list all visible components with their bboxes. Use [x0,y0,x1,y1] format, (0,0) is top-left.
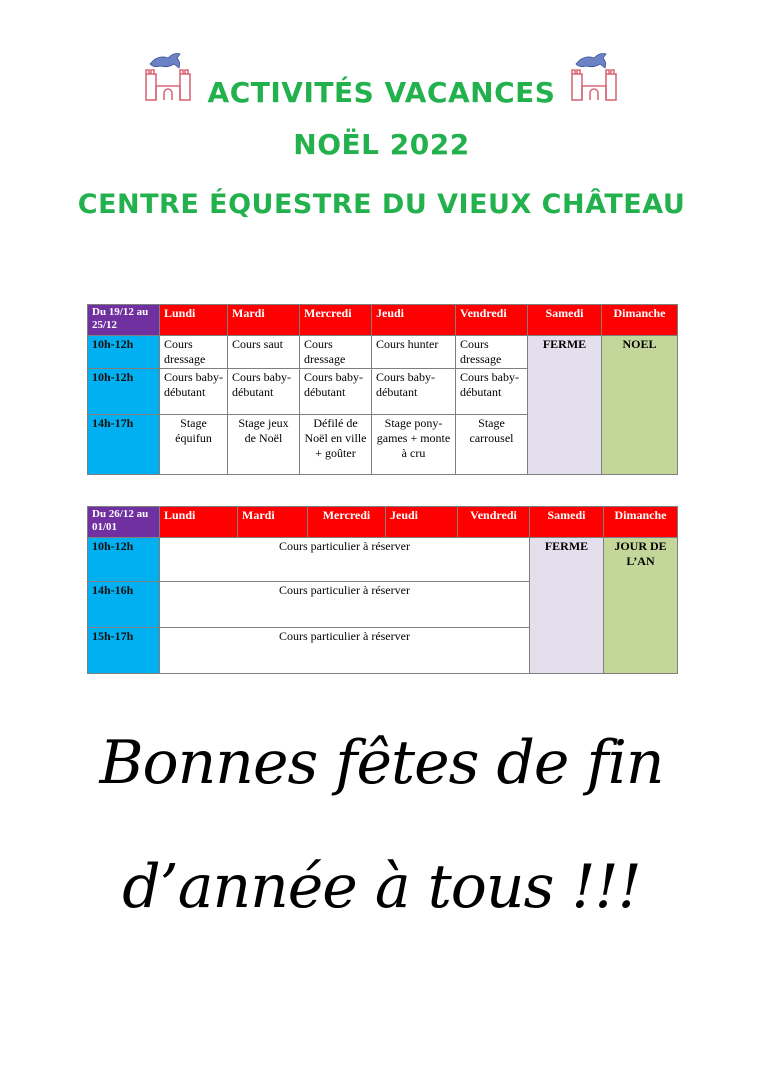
schedule-table-week-2 [87,506,678,674]
day-header: Mercredi [308,507,386,538]
day-header: Dimanche [604,507,678,538]
hour-cell: 14h-17h [88,415,160,475]
greeting-line-2: d’année à tous !!! [122,852,641,922]
activity-cell: Cours baby-débutant [300,369,372,415]
activity-cell: Stage jeux de Noël [228,415,300,475]
activity-cell: Défilé de Noël en ville + goûter [300,415,372,475]
day-header: Jeudi [372,305,456,336]
hour-cell: 10h-12h [88,369,160,415]
day-header: Vendredi [456,305,528,336]
activity-cell: Cours dressage [300,336,372,369]
hour-cell: 14h-16h [88,582,160,628]
day-header: Mercredi [300,305,372,336]
day-header: Samedi [530,507,604,538]
title-line-2: NOËL 2022 [293,128,470,161]
day-header: Mardi [238,507,308,538]
day-header: Mardi [228,305,300,336]
week-label: Du 19/12 au 25/12 [88,305,160,336]
private-lesson-cell: Cours particulier à réserver [160,582,530,628]
private-lesson-cell: Cours particulier à réserver [160,628,530,674]
table-row [88,538,678,582]
day-header: Dimanche [602,305,678,336]
greeting-line-1: Bonnes fêtes de fin [99,728,664,798]
hour-cell: 10h-12h [88,538,160,582]
activity-cell: Stage pony-games + monte à cru [372,415,456,475]
day-header: Vendredi [458,507,530,538]
table-header-row [88,507,678,538]
activity-cell: Cours saut [228,336,300,369]
sunday-holiday-cell: JOUR DE L’AN [604,538,678,674]
day-header: Lundi [160,305,228,336]
title-line-3: CENTRE ÉQUESTRE DU VIEUX CHÂTEAU [77,189,686,220]
day-header: Jeudi [386,507,458,538]
hour-cell: 10h-12h [88,336,160,369]
activity-cell: Cours baby-débutant [228,369,300,415]
activity-cell: Cours dressage [456,336,528,369]
day-header: Samedi [528,305,602,336]
private-lesson-cell: Cours particulier à réserver [160,538,530,582]
schedule-table-week-1 [87,304,678,475]
activity-cell: Cours baby-débutant [372,369,456,415]
hour-cell: 15h-17h [88,628,160,674]
activity-cell: Cours baby-débutant [456,369,528,415]
activity-cell: Cours dressage [160,336,228,369]
table-header-row [88,305,678,336]
activity-cell: Stage équifun [160,415,228,475]
week-label: Du 26/12 au 01/01 [88,507,160,538]
table-row [88,336,678,369]
activity-cell: Cours baby-débutant [160,369,228,415]
saturday-closed-cell: FERME [528,336,602,475]
saturday-closed-cell: FERME [530,538,604,674]
activity-cell: Stage carrousel [456,415,528,475]
sunday-holiday-cell: NOEL [602,336,678,475]
title-line-1: ACTIVITÉS VACANCES [207,76,556,109]
activity-cell: Cours hunter [372,336,456,369]
day-header: Lundi [160,507,238,538]
